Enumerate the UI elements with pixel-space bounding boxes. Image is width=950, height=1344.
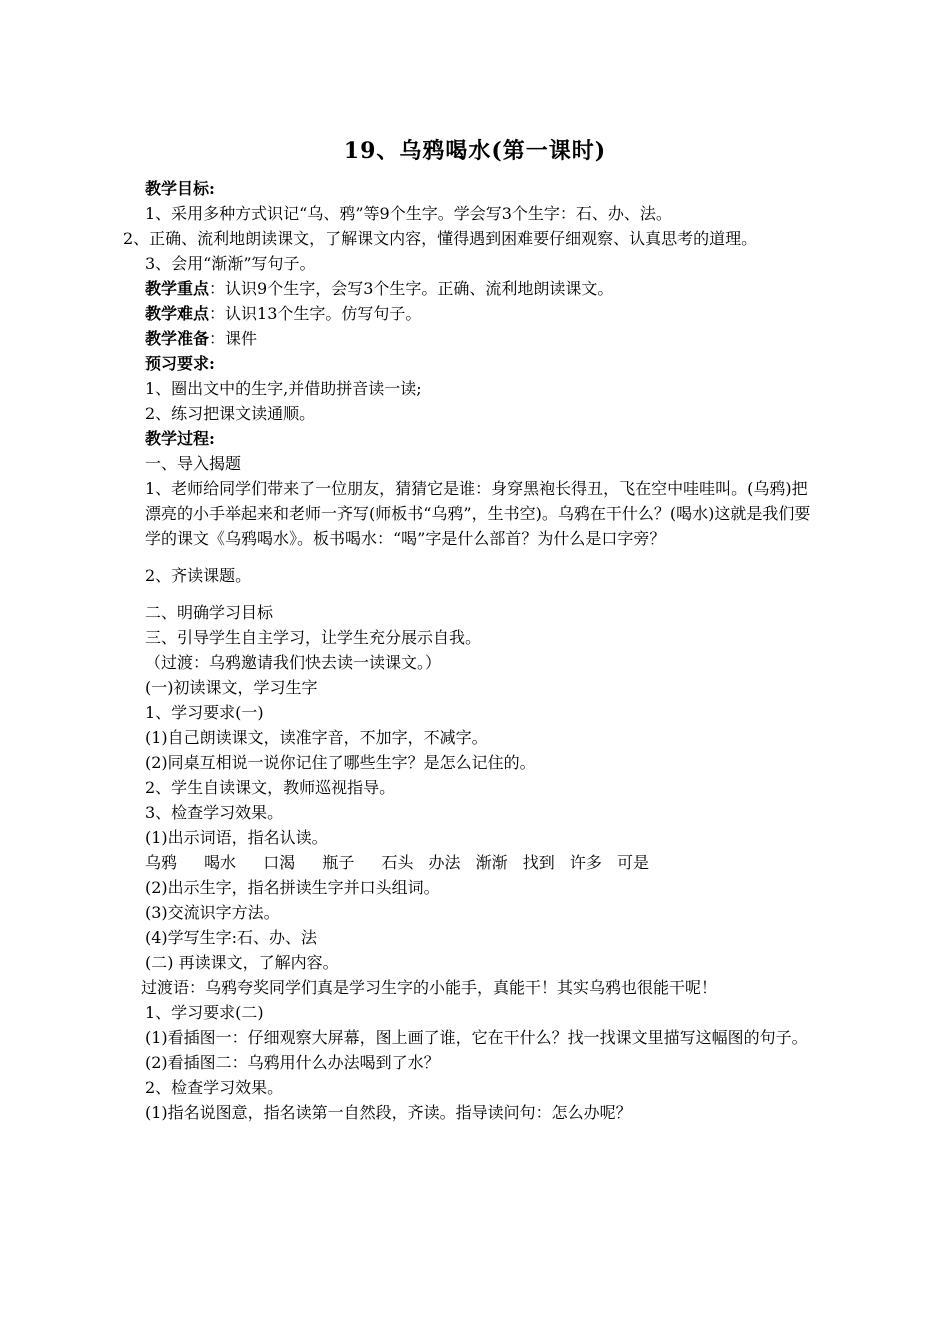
lesson-body <box>123 176 820 1125</box>
check-item: (2)出示生字，指名拼读生字并口头组词。 <box>145 878 440 897</box>
word-item: 找到 <box>522 853 555 872</box>
preview-heading: 预习要求: <box>145 354 215 373</box>
requirement-item: (2)同桌互相说一说你记住了哪些生字？是怎么记住的。 <box>145 753 536 772</box>
transition-note: 过渡语：乌鸦夸奖同学们真是学习生字的小能手，真能干！其实乌鸦也很能干呢！ <box>141 978 718 997</box>
part-heading: (二) 再读课文，了解内容。 <box>145 953 339 972</box>
preparation-label: 教学准备 <box>145 329 210 348</box>
check-item: (4)学写生字:石、办、法 <box>145 928 318 947</box>
goal-item: 1、采用多种方式识记“乌、鸦”等9个生字。学会写3个生字：石、办、法。 <box>145 204 672 223</box>
word-list <box>145 850 820 875</box>
word-item: 口渴 <box>263 853 296 872</box>
preparation <box>145 326 820 351</box>
step-item: 3、检查学习效果。 <box>145 803 284 822</box>
preview-item: 1、圈出文中的生字,并借助拼音读一读; <box>145 379 422 398</box>
requirement-heading: 1、学习要求(二) <box>145 1003 264 1022</box>
section-heading: 二、明确学习目标 <box>145 603 274 622</box>
part-heading: (一)初读课文，学习生字 <box>145 678 318 697</box>
word-item: 渐渐 <box>475 853 508 872</box>
preview-item: 2、练习把课文读通顺。 <box>145 404 316 423</box>
requirement-item: (1)自己朗读课文，读准字音，不加字，不减字。 <box>145 728 488 747</box>
transition-note: （过渡：乌鸦邀请我们快去读一读课文。） <box>145 653 442 672</box>
word-item: 瓶子 <box>322 853 355 872</box>
key-points-label: 教学重点 <box>145 279 210 298</box>
process-heading: 教学过程: <box>145 429 215 448</box>
difficulties <box>145 301 820 326</box>
goal-item: 3、会用“渐渐”写句子。 <box>145 254 316 273</box>
check-item: (1)出示词语，指名认读。 <box>145 828 328 847</box>
lesson-title: 19、乌鸦喝水(第一课时) <box>343 138 607 164</box>
word-item: 许多 <box>569 853 602 872</box>
section-heading: 一、导入揭题 <box>145 454 242 473</box>
goals-heading: 教学目标: <box>145 179 215 198</box>
intro-paragraph: 1、老师给同学们带来了一位朋友，猜猜它是谁：身穿黑袍长得丑，飞在空中哇哇叫。(乌鸦)把漂亮的小手举起来和老师一齐写(师板书“乌鸦”，生书空)。乌鸦在干什么？(喝水)这就是我们要学的课文《乌鸦喝水》。板书喝水：“喝”字是什么部首？为什么是口字旁？ <box>145 479 811 548</box>
difficulties-label: 教学难点 <box>145 304 210 323</box>
step-item: 2、学生自读课文，教师巡视指导。 <box>145 778 396 797</box>
goal-item: 2、正确、流利地朗读课文，了解课文内容，懂得遇到困难要仔细观察、认真思考的道理。 <box>123 229 758 248</box>
requirement-item: (1)看插图一：仔细观察大屏幕，图上画了谁，它在干什么？找一找课文里描写这幅图的句子。 <box>145 1028 808 1047</box>
requirement-heading: 1、学习要求(一) <box>145 703 264 722</box>
requirement-item: (2)看插图二：乌鸦用什么办法喝到了水？ <box>145 1053 440 1072</box>
word-item: 石头 <box>381 853 414 872</box>
check-item: (1)指名说图意，指名读第一自然段，齐读。指导读问句：怎么办呢？ <box>145 1103 632 1122</box>
word-item: 可是 <box>616 853 649 872</box>
step-item: 2、检查学习效果。 <box>145 1078 284 1097</box>
section-heading: 三、引导学生自主学习，让学生充分展示自我。 <box>145 628 482 647</box>
word-item: 喝水 <box>204 853 237 872</box>
read-title-step: 2、齐读课题。 <box>145 566 252 585</box>
word-item: 办法 <box>428 853 461 872</box>
word-item: 乌鸦 <box>145 853 178 872</box>
key-points-text: ：认识9个生字，会写3个生字。正确、流利地朗读课文。 <box>209 279 614 298</box>
check-item: (3)交流识字方法。 <box>145 903 280 922</box>
difficulties-text: ：认识13个生字。仿写句子。 <box>209 304 422 323</box>
preparation-text: ：课件 <box>209 329 258 348</box>
key-points <box>145 276 820 301</box>
